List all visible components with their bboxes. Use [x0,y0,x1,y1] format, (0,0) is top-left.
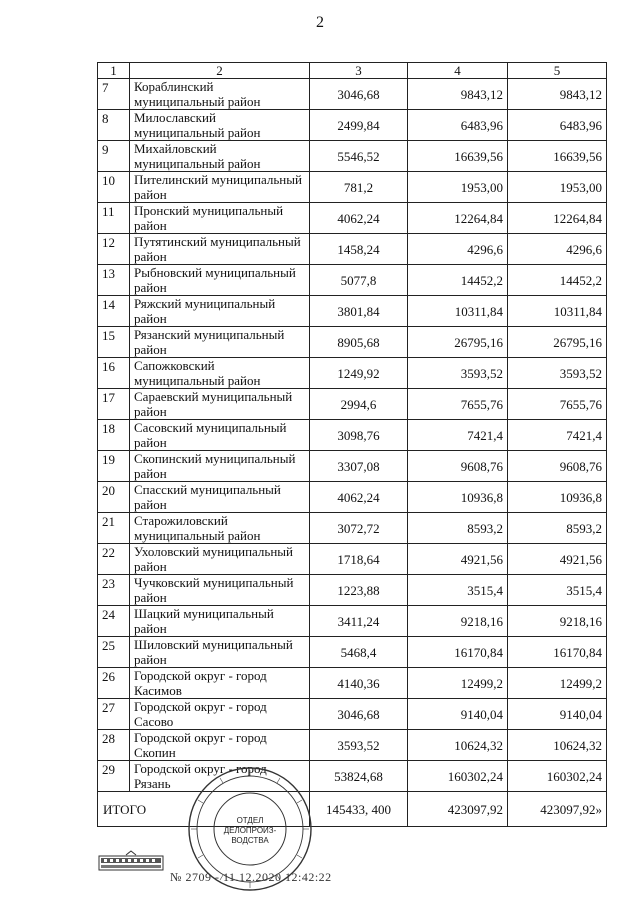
district-name: Пронский муниципальный район [130,203,310,234]
allocation-table [97,62,607,827]
district-name: Рязанский муниципальный район [130,327,310,358]
district-name: Сараевский муниципальный район [130,389,310,420]
header-cell: 1 [98,63,130,79]
value-col4: 16639,56 [408,141,508,172]
table-row [98,451,607,482]
district-name: Шиловский муниципальный район [130,637,310,668]
table-row [98,203,607,234]
value-col3: 781,2 [310,172,408,203]
row-number: 28 [98,730,130,761]
value-col3: 5546,52 [310,141,408,172]
district-name: Ухоловский муниципальный район [130,544,310,575]
value-col4: 10311,84 [408,296,508,327]
value-col4: 4921,56 [408,544,508,575]
row-number: 8 [98,110,130,141]
value-col5: 3593,52 [508,358,607,389]
row-number: 29 [98,761,130,792]
row-number: 24 [98,606,130,637]
district-name: Ряжский муниципальный район [130,296,310,327]
value-col4: 4296,6 [408,234,508,265]
district-name: Скопинский муниципальный район [130,451,310,482]
value-col3: 4062,24 [310,482,408,513]
table-row [98,358,607,389]
value-col3: 3801,84 [310,296,408,327]
row-number: 16 [98,358,130,389]
row-number: 13 [98,265,130,296]
district-name: Сасовский муниципальный район [130,420,310,451]
stamp-line-2: ДЕЛОПРОИЗ- [223,826,277,835]
table-row [98,79,607,110]
value-col5: 10624,32 [508,730,607,761]
value-col3: 4140,36 [310,668,408,699]
total-col5: 423097,92» [508,792,607,827]
value-col5: 16639,56 [508,141,607,172]
value-col4: 12499,2 [408,668,508,699]
value-col5: 7655,76 [508,389,607,420]
value-col3: 3593,52 [310,730,408,761]
table-row [98,513,607,544]
table-row [98,761,607,792]
value-col4: 7655,76 [408,389,508,420]
value-col3: 2994,6 [310,389,408,420]
value-col4: 9843,12 [408,79,508,110]
value-col5: 4921,56 [508,544,607,575]
value-col4: 1953,00 [408,172,508,203]
row-number: 12 [98,234,130,265]
value-col3: 3098,76 [310,420,408,451]
district-name: Городской округ - город Рязань [130,761,310,792]
table-row [98,668,607,699]
value-col3: 5077,8 [310,265,408,296]
value-col3: 8905,68 [310,327,408,358]
value-col3: 53824,68 [310,761,408,792]
value-col5: 16170,84 [508,637,607,668]
district-name: Милославский муниципальный район [130,110,310,141]
header-cell: 5 [508,63,607,79]
table-row [98,141,607,172]
value-col3: 2499,84 [310,110,408,141]
value-col5: 4296,6 [508,234,607,265]
row-number: 25 [98,637,130,668]
table-row [98,699,607,730]
table-row [98,172,607,203]
value-col5: 14452,2 [508,265,607,296]
value-col4: 12264,84 [408,203,508,234]
value-col4: 16170,84 [408,637,508,668]
value-col4: 8593,2 [408,513,508,544]
table-header-row [98,63,607,79]
table-row [98,327,607,358]
district-name: Сапожковский муниципальный район [130,358,310,389]
value-col4: 26795,16 [408,327,508,358]
header-cell: 4 [408,63,508,79]
value-col4: 3515,4 [408,575,508,606]
value-col3: 3046,68 [310,79,408,110]
value-col4: 3593,52 [408,358,508,389]
district-name: Михайловский муниципальный район [130,141,310,172]
table-row [98,420,607,451]
value-col5: 160302,24 [508,761,607,792]
value-col5: 9843,12 [508,79,607,110]
row-number: 22 [98,544,130,575]
stamp-line-1: ОТДЕЛ [236,816,264,825]
value-col5: 9140,04 [508,699,607,730]
district-name: Городской округ - город Скопин [130,730,310,761]
value-col3: 1718,64 [310,544,408,575]
row-number: 20 [98,482,130,513]
registration-logo [98,850,164,872]
district-name: Чучковский муниципальный район [130,575,310,606]
value-col3: 3411,24 [310,606,408,637]
district-name: Спасский муниципальный район [130,482,310,513]
row-number: 9 [98,141,130,172]
value-col4: 14452,2 [408,265,508,296]
row-number: 17 [98,389,130,420]
value-col3: 1223,88 [310,575,408,606]
value-col4: 160302,24 [408,761,508,792]
district-name: Городской округ - город Сасово [130,699,310,730]
district-name: Путятинский муниципальный район [130,234,310,265]
value-col3: 4062,24 [310,203,408,234]
header-cell: 3 [310,63,408,79]
value-col4: 9218,16 [408,606,508,637]
total-row [98,792,607,827]
total-label: ИТОГО [98,792,310,827]
district-name: Городской округ - город Касимов [130,668,310,699]
table-row [98,265,607,296]
row-number: 21 [98,513,130,544]
row-number: 19 [98,451,130,482]
table-row [98,606,607,637]
value-col3: 3072,72 [310,513,408,544]
value-col5: 10311,84 [508,296,607,327]
row-number: 23 [98,575,130,606]
row-number: 11 [98,203,130,234]
district-name: Рыбновский муниципальный район [130,265,310,296]
value-col5: 7421,4 [508,420,607,451]
value-col5: 12499,2 [508,668,607,699]
row-number: 7 [98,79,130,110]
value-col5: 1953,00 [508,172,607,203]
value-col5: 26795,16 [508,327,607,358]
row-number: 26 [98,668,130,699]
value-col4: 10936,8 [408,482,508,513]
value-col4: 10624,32 [408,730,508,761]
table-row [98,389,607,420]
district-name: Кораблинский муниципальный район [130,79,310,110]
value-col4: 6483,96 [408,110,508,141]
value-col5: 8593,2 [508,513,607,544]
district-name: Пителинский муниципальный район [130,172,310,203]
total-col4: 423097,92 [408,792,508,827]
value-col5: 9608,76 [508,451,607,482]
registration-number: № 2709 - 11.12.2020 12:42:22 [170,870,332,884]
value-col5: 9218,16 [508,606,607,637]
table-row [98,482,607,513]
table-row [98,575,607,606]
value-col3: 3307,08 [310,451,408,482]
table-row [98,110,607,141]
row-number: 10 [98,172,130,203]
table-row [98,234,607,265]
table-row [98,296,607,327]
district-name: Шацкий муниципальный район [130,606,310,637]
value-col5: 3515,4 [508,575,607,606]
value-col3: 1458,24 [310,234,408,265]
page-number: 2 [316,14,324,31]
stamp-line-3: ВОДСТВА [231,836,269,845]
row-number: 27 [98,699,130,730]
table-row [98,730,607,761]
table-row [98,637,607,668]
value-col5: 10936,8 [508,482,607,513]
header-cell: 2 [130,63,310,79]
row-number: 15 [98,327,130,358]
value-col3: 1249,92 [310,358,408,389]
total-col3: 145433, 400 [310,792,408,827]
value-col3: 3046,68 [310,699,408,730]
value-col4: 9140,04 [408,699,508,730]
value-col3: 5468,4 [310,637,408,668]
row-number: 14 [98,296,130,327]
table-row [98,544,607,575]
district-name: Старожиловский муниципальный район [130,513,310,544]
value-col5: 12264,84 [508,203,607,234]
value-col4: 7421,4 [408,420,508,451]
value-col4: 9608,76 [408,451,508,482]
value-col5: 6483,96 [508,110,607,141]
row-number: 18 [98,420,130,451]
